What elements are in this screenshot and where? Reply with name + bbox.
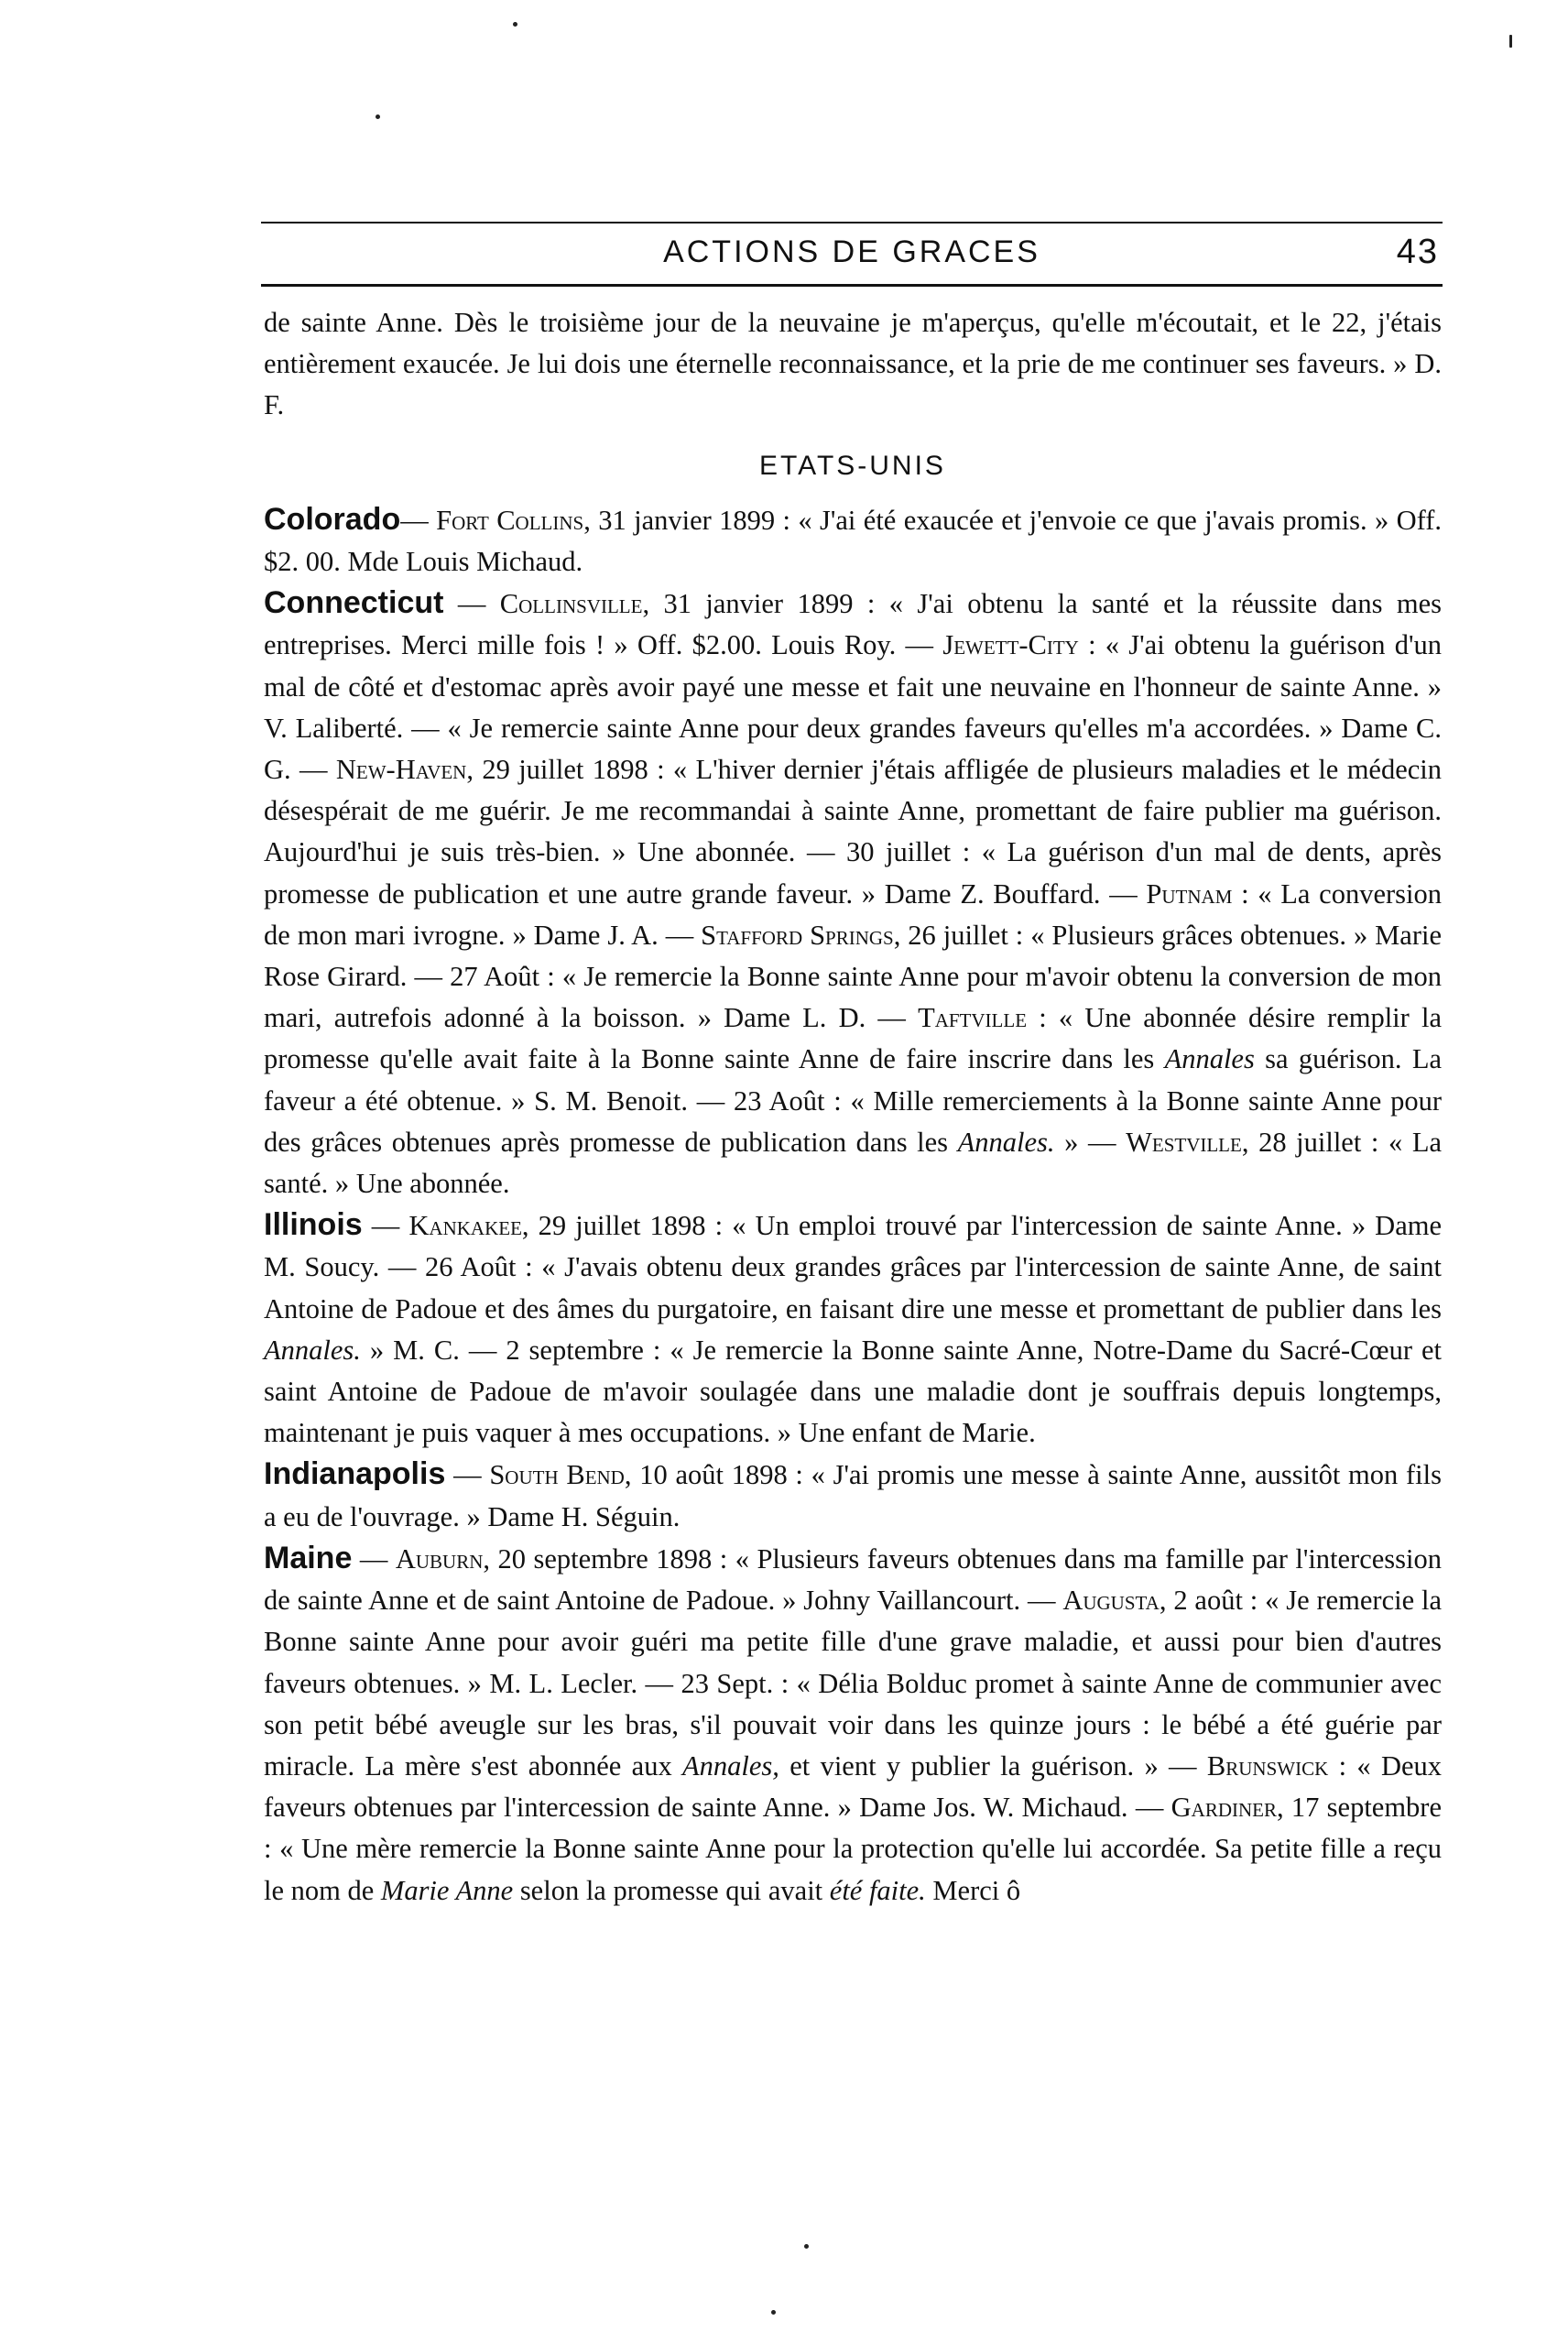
text-run: sa guérison. La faveur a été obtenue. » S. M. Benoit. — 23 Août : « Mille remerciements à la Bonne sainte Anne pour des grâces obtenues après promesse de publication dans les [264,1043,1442,1158]
entry-text [264,505,1442,577]
text-run: , 26 juillet : « Plusieurs grâces obtenues. » Marie Rose Girard. — 27 Août : « Je remercie la Bonne sainte Anne pour m'avoir obtenu la conversion de mon mari, autrefois adonné à la boisson. » Dame L. D. — [264,919,1442,1034]
state-heading: Connecticut [264,585,444,621]
header-rule-top [261,222,1443,223]
text-run: , 29 juillet 1898 : « Un emploi trouvé par l'intercession de sainte Anne. » Dame M. Soucy. — 26 Août : « J'avais obtenu deux grandes grâces par l'intercession de sainte Anne, de saint Antoine de Padoue et des âmes du purgatoire, en faisant dire une messe et promettant de publier dans les [264,1210,1443,1324]
text-run: : « La conversion de mon mari ivrogne. » Dame J. A. — [264,877,1442,951]
running-head [261,231,1443,280]
place-name: New-Haven [335,754,467,786]
text-run: , 20 septembre 1898 : « Plusieurs faveurs obtenues dans ma famille par l'intercession de sainte Anne et de saint Antoine de Padoue. » Johny Vaillancourt. — [264,1542,1442,1617]
place-name: Augusta [1062,1585,1160,1617]
state-heading: Maine [264,1540,353,1575]
text-run: — [445,1459,490,1491]
state-heading: Illinois [264,1207,363,1243]
header-rule-bottom [261,284,1443,287]
place-name: Fort Collins [436,504,584,536]
place-name: South Bend [489,1459,625,1491]
text-run: , 29 juillet 1898 : « L'hiver dernier j'étais affligée de plusieurs maladies et le médecin désespérait de me guérir. Je me recommandai à sainte Anne, promettant de faire publier ma guérison. Aujourd'hui je suis très-bien. » Une abonnée. — 30 juillet : « La guérison d'un mal de dents, après promesse de publication et une autre grande faveur. » Dame Z. Bouffard. — [264,754,1442,910]
entry-text [264,588,1442,1199]
place-name: Taftville [918,1002,1028,1034]
italic-text: Annales. [264,1334,361,1366]
text-run: , 31 janvier 1899 : « J'ai été exaucée et j'envoie ce que j'avais promis. » Off. $2. 00. Mde Louis Michaud. [264,504,1442,578]
place-name: Stafford Springs [701,919,894,951]
place-name: Jewett-City [942,629,1079,661]
text-run: selon la promesse qui avait [513,1874,830,1906]
text-run: et vient y publier la guérison. » — [779,1749,1207,1782]
entry-text [264,1210,1442,1448]
place-name: Auburn [395,1542,484,1575]
scan-speck [804,2244,809,2249]
place-name: Gardiner [1171,1792,1277,1824]
text-run: — [400,504,437,536]
state-heading: Colorado [264,501,401,537]
text-run: , 17 septembre : « Une mère remercie la Bonne sainte Anne pour la protection qu'elle lui accordée. Sa petite fille a reçu le nom de [264,1792,1443,1906]
italic-text: Annales, [682,1749,779,1782]
place-name: Brunswick [1206,1749,1329,1782]
italic-text: Annales. [957,1126,1055,1158]
text-run: , 2 août : « Je remercie la Bonne sainte Anne pour avoir guéri ma petite fille d'une grave maladie, et aussi pour bien d'autres faveurs obtenues. » M. L. Lecler. — 23 Sept. : « Délia Bolduc promet à sainte Anne de communier avec son petit bébé aveugle sur les bras, s'il pouvait voir dans les quinze jours : le bébé a été guérie par miracle. La mère s'est abonnée aux [264,1585,1442,1782]
section-title: ETATS-UNIS [759,450,946,481]
text-run: , 10 août 1898 : « J'ai promis une messe à sainte Anne, aussitôt mon fils a eu de l'ouvrage. » Dame H. Séguin. [264,1459,1442,1532]
text-run: — [443,588,500,620]
text-run: » M. C. — 2 septembre : « Je remercie la Bonne sainte Anne, Notre-Dame du Sacré-Cœur et saint Antoine de Padoue de m'avoir soulagée dans une maladie dont je souffrais depuis longtemps, maintenant je puis vaquer à mes occupations. » Une enfant de Marie. [264,1334,1442,1449]
body-text [264,302,1442,1912]
running-title: ACTIONS DE GRACES [663,234,1040,269]
place-name: Collinsville [499,588,643,620]
text-run: : « J'ai obtenu la guérison d'un mal de côté et d'estomac après avoir payé une messe et fait une neuvaine en l'honneur de sainte Anne. » V. Laliberté. — « Je remercie sainte Anne pour deux grandes faveurs qu'elles m'a accordées. » Dame C. G. — [264,629,1443,786]
text-run: : « Deux faveurs obtenues par l'intercession de sainte Anne. » Dame Jos. W. Michaud. — [264,1749,1443,1824]
entry-colorado [264,499,1442,583]
scan-speck [513,22,517,27]
place-name: Westville [1126,1126,1242,1158]
text-run: : « Une abonnée désire remplir la promesse qu'elle avait faite à la Bonne sainte Anne de faire inscrire dans les [264,1002,1442,1075]
entry-connecticut [264,583,1442,1204]
page-number: 43 [1396,233,1439,271]
text-run: , 31 janvier 1899 : « J'ai obtenu la santé et la réussite dans mes entreprises. Merci mille fois ! » Off. $2.00. Louis Roy. — [264,588,1443,661]
italic-text: Marie Anne [380,1874,514,1906]
text-run: — [352,1542,396,1575]
intro-paragraph: de sainte Anne. Dès le troisième jour de la neuvaine je m'aperçus, qu'elle m'écoutait, et le 22, j'étais entièrement exaucée. Je lui dois une éternelle reconnaissance, et la prie de me continuer ses faveurs. » D. F. [264,307,1442,421]
italic-text: été faite. [829,1874,926,1906]
scan-speck [771,2310,776,2315]
text-run: Merci ô [925,1874,1021,1906]
place-name: Kankakee [408,1210,522,1242]
entry-indianapolis [264,1454,1442,1537]
scan-speck [376,114,380,119]
italic-text: Annales [1164,1043,1255,1075]
entry-illinois [264,1204,1442,1454]
place-name: Putnam [1146,877,1233,910]
entry-text [264,1540,1443,1906]
state-heading: Indianapolis [264,1456,446,1492]
text-run: , 28 juillet : « La santé. » Une abonnée. [264,1126,1442,1200]
entry-maine [264,1538,1442,1912]
text-run: — [362,1210,409,1242]
text-run: » — [1054,1126,1127,1158]
scan-speck [1509,35,1512,48]
